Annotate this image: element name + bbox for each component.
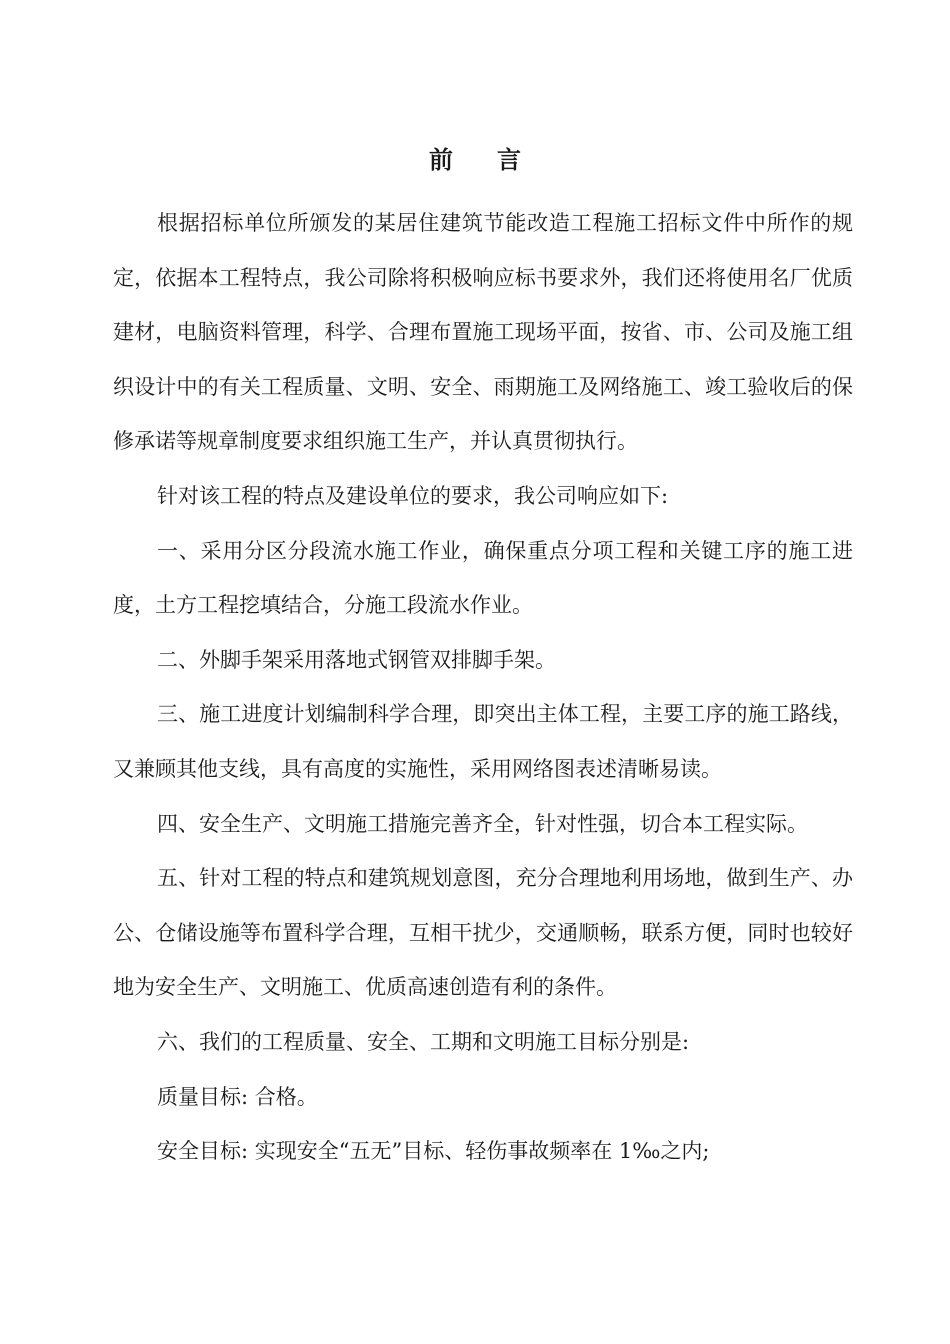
paragraph-item-1: 一、采用分区分段流水施工作业，确保重点分项工程和关键工序的施工进度，土方工程挖填结合，分施工段流水作业。 [113, 538, 853, 618]
page-title: 前言 [429, 145, 565, 174]
paragraph-item-5: 五、针对工程的特点和建筑规划意图，充分合理地利用场地，做到生产、办公、仓储设施等布置科学合理，互相干扰少，交通顺畅，联系方便，同时也较好地为安全生产、文明施工、优质高速创造有利的条件。 [113, 866, 853, 1000]
paragraph-item-3: 三、施工进度计划编制科学合理，即突出主体工程，主要工序的施工路线，又兼顾其他支线，具有高度的实施性，采用网络图表述清晰易读。 [113, 702, 853, 781]
document-body [113, 196, 853, 1179]
paragraph-item-2: 二、外脚手架采用落地式钢管双排脚手架。 [157, 647, 556, 672]
paragraph-safety-goal: 安全目标: 实现安全“五无”目标、轻伤事故频率在 1‰之内; [157, 1139, 710, 1164]
paragraph-intro: 根据招标单位所颁发的某居住建筑节能改造工程施工招标文件中所作的规定，依据本工程特点，我公司除将积极响应标书要求外，我们还将使用名厂优质建材，电脑资料管理，科学、合理布置施工现场平面，按省、市、公司及施工组织设计中的有关工程质量、文明、安全、雨期施工及网络施工、竣工验收后的保修承诺等规章制度要求组织施工生产，并认真贯彻执行。 [113, 211, 853, 454]
paragraph-item-4: 四、安全生产、文明施工措施完善齐全，针对性强，切合本工程实际。 [157, 811, 808, 836]
paragraph-item-6: 六、我们的工程质量、安全、工期和文明施工目标分别是: [157, 1029, 690, 1054]
paragraph-quality-goal: 质量目标: 合格。 [157, 1084, 318, 1109]
paragraph-response-intro: 针对该工程的特点及建设单位的要求，我公司响应如下: [157, 483, 669, 508]
